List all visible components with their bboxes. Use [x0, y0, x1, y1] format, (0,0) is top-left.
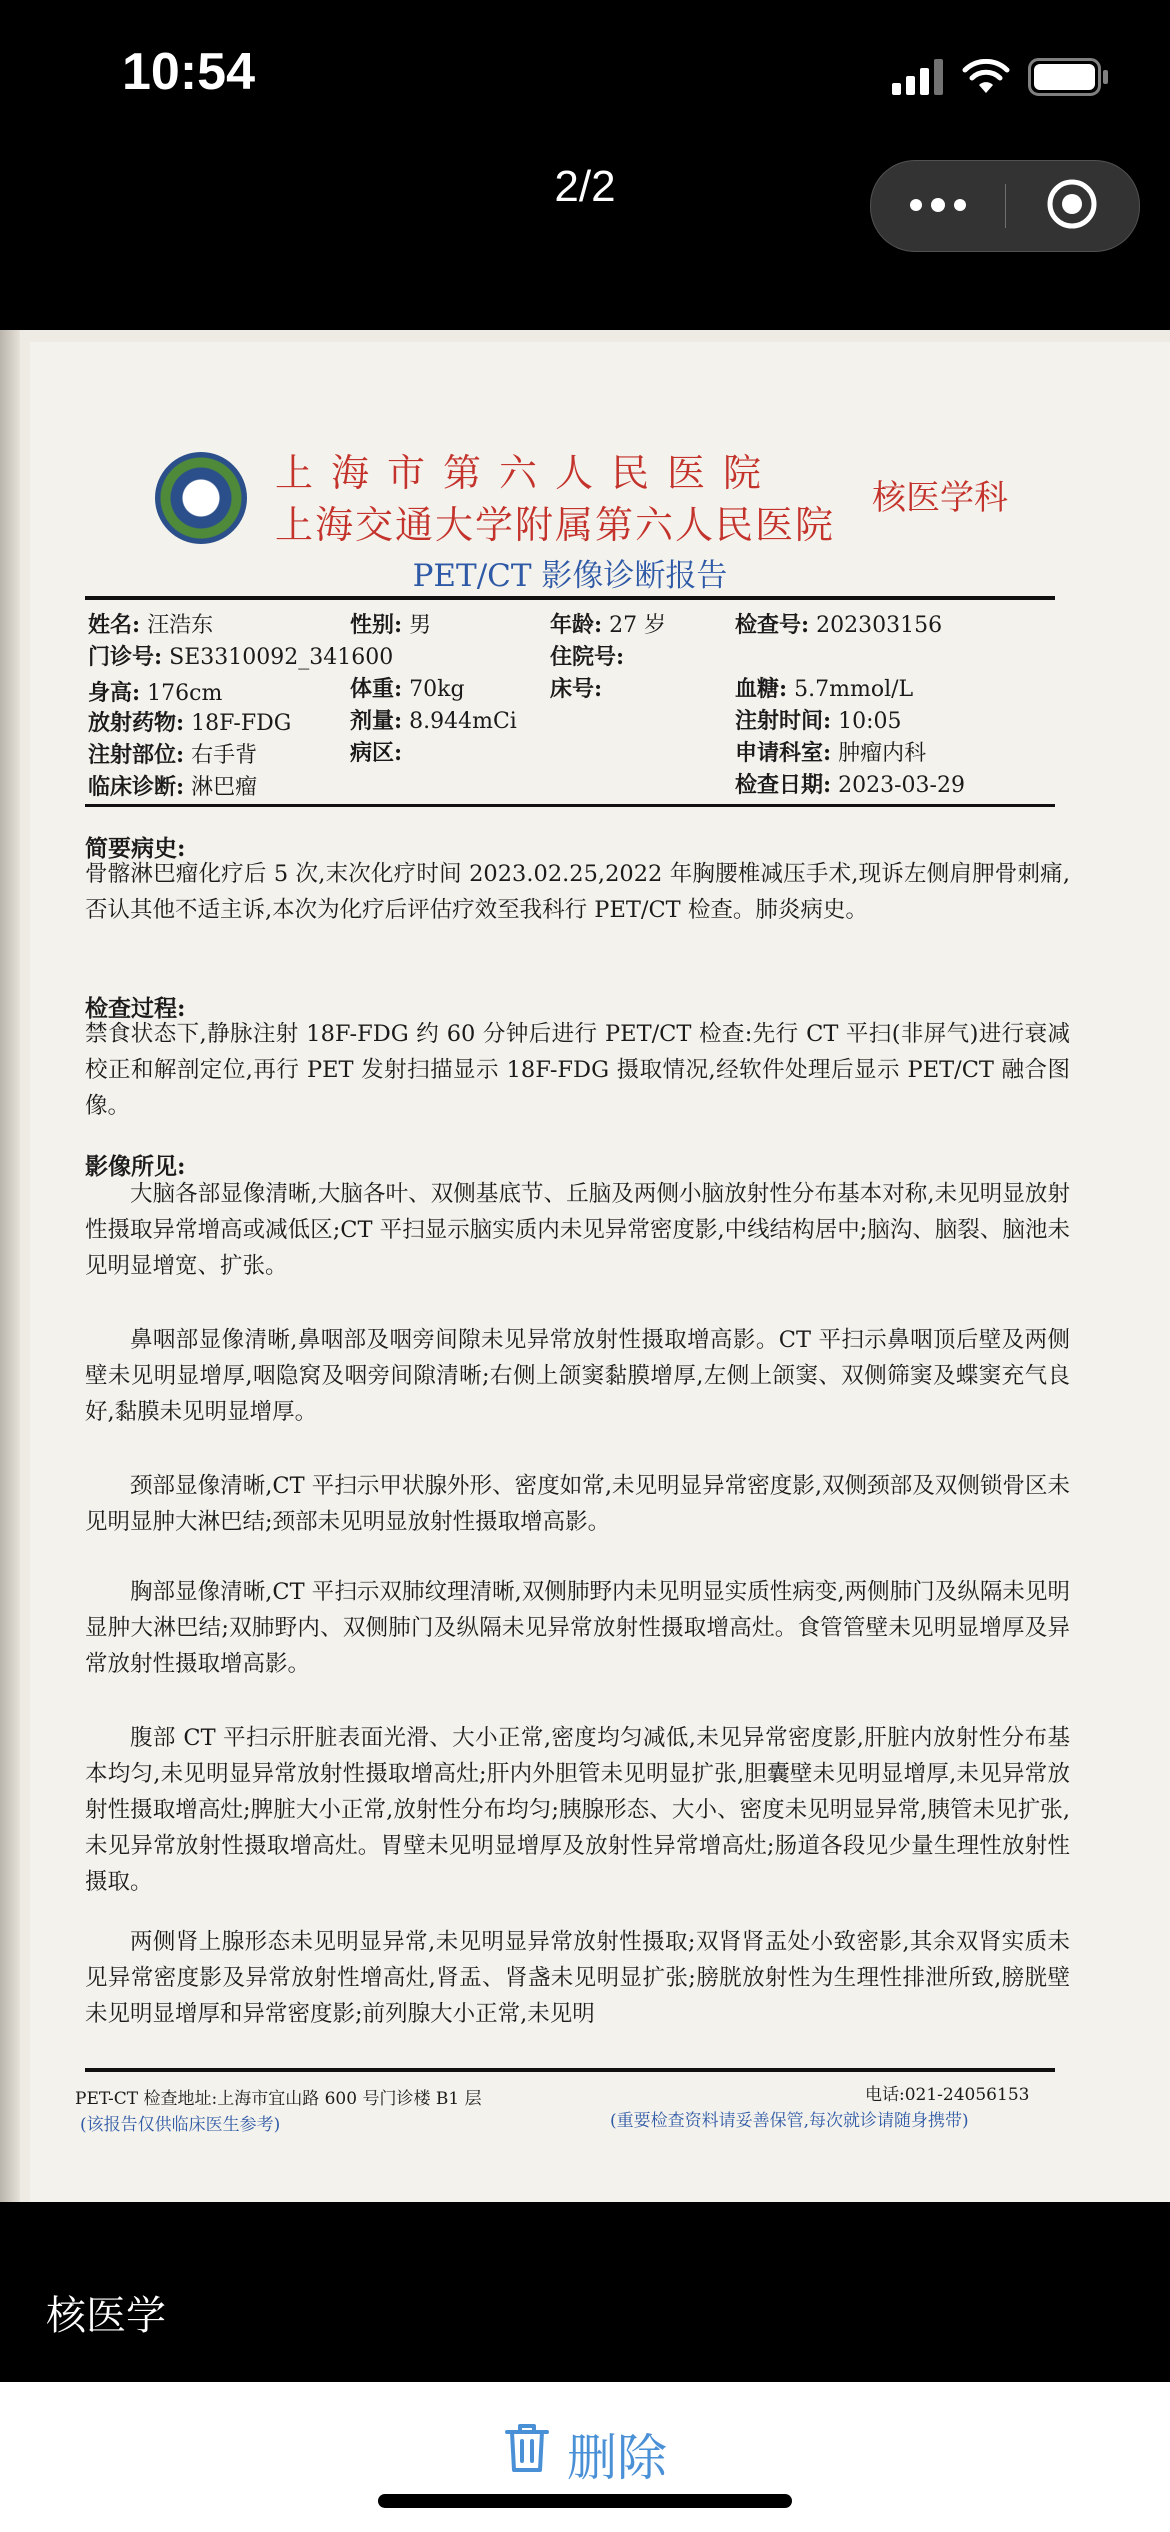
status-time: 10:54 [122, 43, 255, 101]
header-rule [85, 596, 1055, 600]
close-button[interactable] [1006, 161, 1140, 251]
info-name: 姓名: 汪浩东 [88, 612, 214, 638]
info-ward: 病区: [350, 740, 403, 766]
findings-chest: 胸部显像清晰,CT 平扫示双肺纹理清晰,双侧肺野内未见明显实质性病变,两侧肺门及纵隔未见明显肿大淋巴结;双肺野内、双侧肺门及纵隔未见异常放射性摄取增高灶。食管管壁未见明显增厚及异常放射性摄取增高影。 [85, 1579, 1070, 1677]
info-sex: 性别: 男 [350, 612, 432, 638]
image-caption: 核医学 [46, 2293, 166, 2339]
history-title: 简要病史: [85, 835, 186, 862]
info-inpatient-no: 住院号: [550, 644, 625, 670]
info-exam-date: 检查日期: 2023-03-29 [735, 772, 965, 798]
status-bar [0, 0, 1170, 150]
report-photo[interactable] [0, 330, 1170, 2202]
findings-abdomen: 腹部 CT 平扫示肝脏表面光滑、大小正常,密度均匀减低,未见异常密度影,肝脏内放射性分布基本均匀,未见明显异常放射性摄取增高灶;肝内外胆管未见明显扩张,胆囊壁未见明显增厚,未见异常放射性摄取增高灶;脾脏大小正常,放射性分布均匀;胰腺形态、大小、密度未见明显异常,胰管未见扩张,未见异常放射性摄取增高灶。胃壁未见明显增厚及放射性异常增高灶;肠道各段见少量生理性放射性摄取。 [85, 1725, 1070, 1895]
info-bed: 床号: [550, 676, 603, 702]
footer-note-left: (该报告仅供临床医生参考) [80, 2115, 281, 2135]
findings-nasopharynx: 鼻咽部显像清晰,鼻咽部及咽旁间隙未见异常放射性摄取增高影。CT 平扫示鼻咽顶后壁及两侧壁未见明显增厚,咽隐窝及咽旁间隙清晰;右侧上颌窦黏膜增厚,左侧上颌窦、双侧筛窦及蝶窦充气良好,黏膜未见明显增厚。 [85, 1327, 1070, 1425]
findings-title: 影像所见: [85, 1153, 186, 1180]
footer-rule [85, 2068, 1055, 2072]
nav-bar [0, 150, 1170, 330]
wifi-icon [962, 59, 1010, 99]
findings-neck: 颈部显像清晰,CT 平扫示甲状腺外形、密度如常,未见明显异常密度影,双侧颈部及双侧锁骨区未见明显肿大淋巴结;颈部未见明显放射性摄取增高影。 [85, 1473, 1070, 1535]
procedure-title: 检查过程: [85, 995, 186, 1022]
hospital-logo [155, 452, 247, 544]
info-injection-time: 注射时间: 10:05 [735, 708, 902, 734]
hospital-name-affiliated: 上海交通大学附属第六人民医院 [275, 503, 836, 547]
home-indicator [378, 2494, 792, 2508]
hospital-name: 上海市第六人民医院 [275, 451, 780, 495]
info-dose: 剂量: 8.944mCi [350, 708, 517, 734]
info-age: 年龄: 27 岁 [550, 612, 667, 638]
info-height: 身高: 176cm [88, 680, 223, 706]
info-drug: 放射药物: 18F-FDG [88, 710, 292, 736]
close-miniprogram-icon [1045, 177, 1099, 235]
action-bar [0, 2382, 1170, 2532]
findings-adrenal-kidney: 两侧肾上腺形态未见明显异常,未见明显异常放射性摄取;双肾肾盂处小致密影,其余双肾实质未见异常密度影及异常放射性增高灶,肾盂、肾盏未见明显扩张;膀胱放射性为生理性排泄所致,膀胱壁未见明显增厚和异常密度影;前列腺大小正常,未见明 [85, 1929, 1070, 2027]
procedure-text: 禁食状态下,静脉注射 18F-FDG 约 60 分钟后进行 PET/CT 检查:先行 CT 平扫(非屏气)进行衰减校正和解剖定位,再行 PET 发射扫描显示 18F-FDG 摄取情况,经软件处理后显示 PET/CT 融合图像。 [85, 1021, 1070, 1119]
status-icons [892, 58, 1110, 100]
info-injection-site: 注射部位: 右手背 [88, 742, 258, 768]
more-dots-icon [909, 197, 967, 216]
info-outpatient-no: 门诊号: SE3310092_341600 [88, 644, 394, 670]
footer-phone: 电话:021-24056153 [865, 2085, 1030, 2105]
battery-icon [1028, 58, 1110, 100]
cellular-signal-icon [892, 59, 944, 99]
info-glucose: 血糖: 5.7mmol/L [735, 676, 914, 702]
report-title: PET/CT 影像诊断报告 [412, 558, 728, 594]
miniprogram-capsule [870, 160, 1140, 252]
footer-note-right: (重要检查资料请妥善保管,每次就诊请随身携带) [610, 2111, 969, 2131]
more-button[interactable] [871, 161, 1005, 251]
page-counter: 2/2 [554, 162, 616, 211]
info-weight: 体重: 70kg [350, 676, 465, 702]
footer-address: PET-CT 检查地址:上海市宜山路 600 号门诊楼 B1 层 [75, 2089, 482, 2109]
trash-icon [503, 2422, 551, 2486]
department-name: 核医学科 [872, 478, 1008, 518]
history-text: 骨髂淋巴瘤化疗后 5 次,末次化疗时间 2023.02.25,2022 年胸腰椎减压手术,现诉左侧肩胛骨刺痛,否认其他不适主诉,本次为化疗后评估疗效至我科行 PET/CT 检查。肺炎病史。 [85, 861, 1070, 923]
info-clinical-dx: 临床诊断: 淋巴瘤 [88, 774, 258, 800]
delete-button[interactable] [0, 2418, 1170, 2490]
findings-brain: 大脑各部显像清晰,大脑各叶、双侧基底节、丘脑及两侧小脑放射性分布基本对称,未见明显放射性摄取异常增高或减低区;CT 平扫显示脑实质内未见异常密度影,中线结构居中;脑沟、脑裂、脑池未见明显增宽、扩张。 [85, 1181, 1070, 1279]
info-request-dept: 申请科室: 肿瘤内科 [735, 740, 927, 766]
report-sheet [30, 342, 1170, 2202]
caption-bar [0, 2202, 1170, 2382]
paper-edge [0, 330, 20, 2202]
delete-label: 删除 [567, 2429, 667, 2487]
info-rule [85, 804, 1055, 807]
info-exam-no: 检查号: 202303156 [735, 612, 943, 638]
